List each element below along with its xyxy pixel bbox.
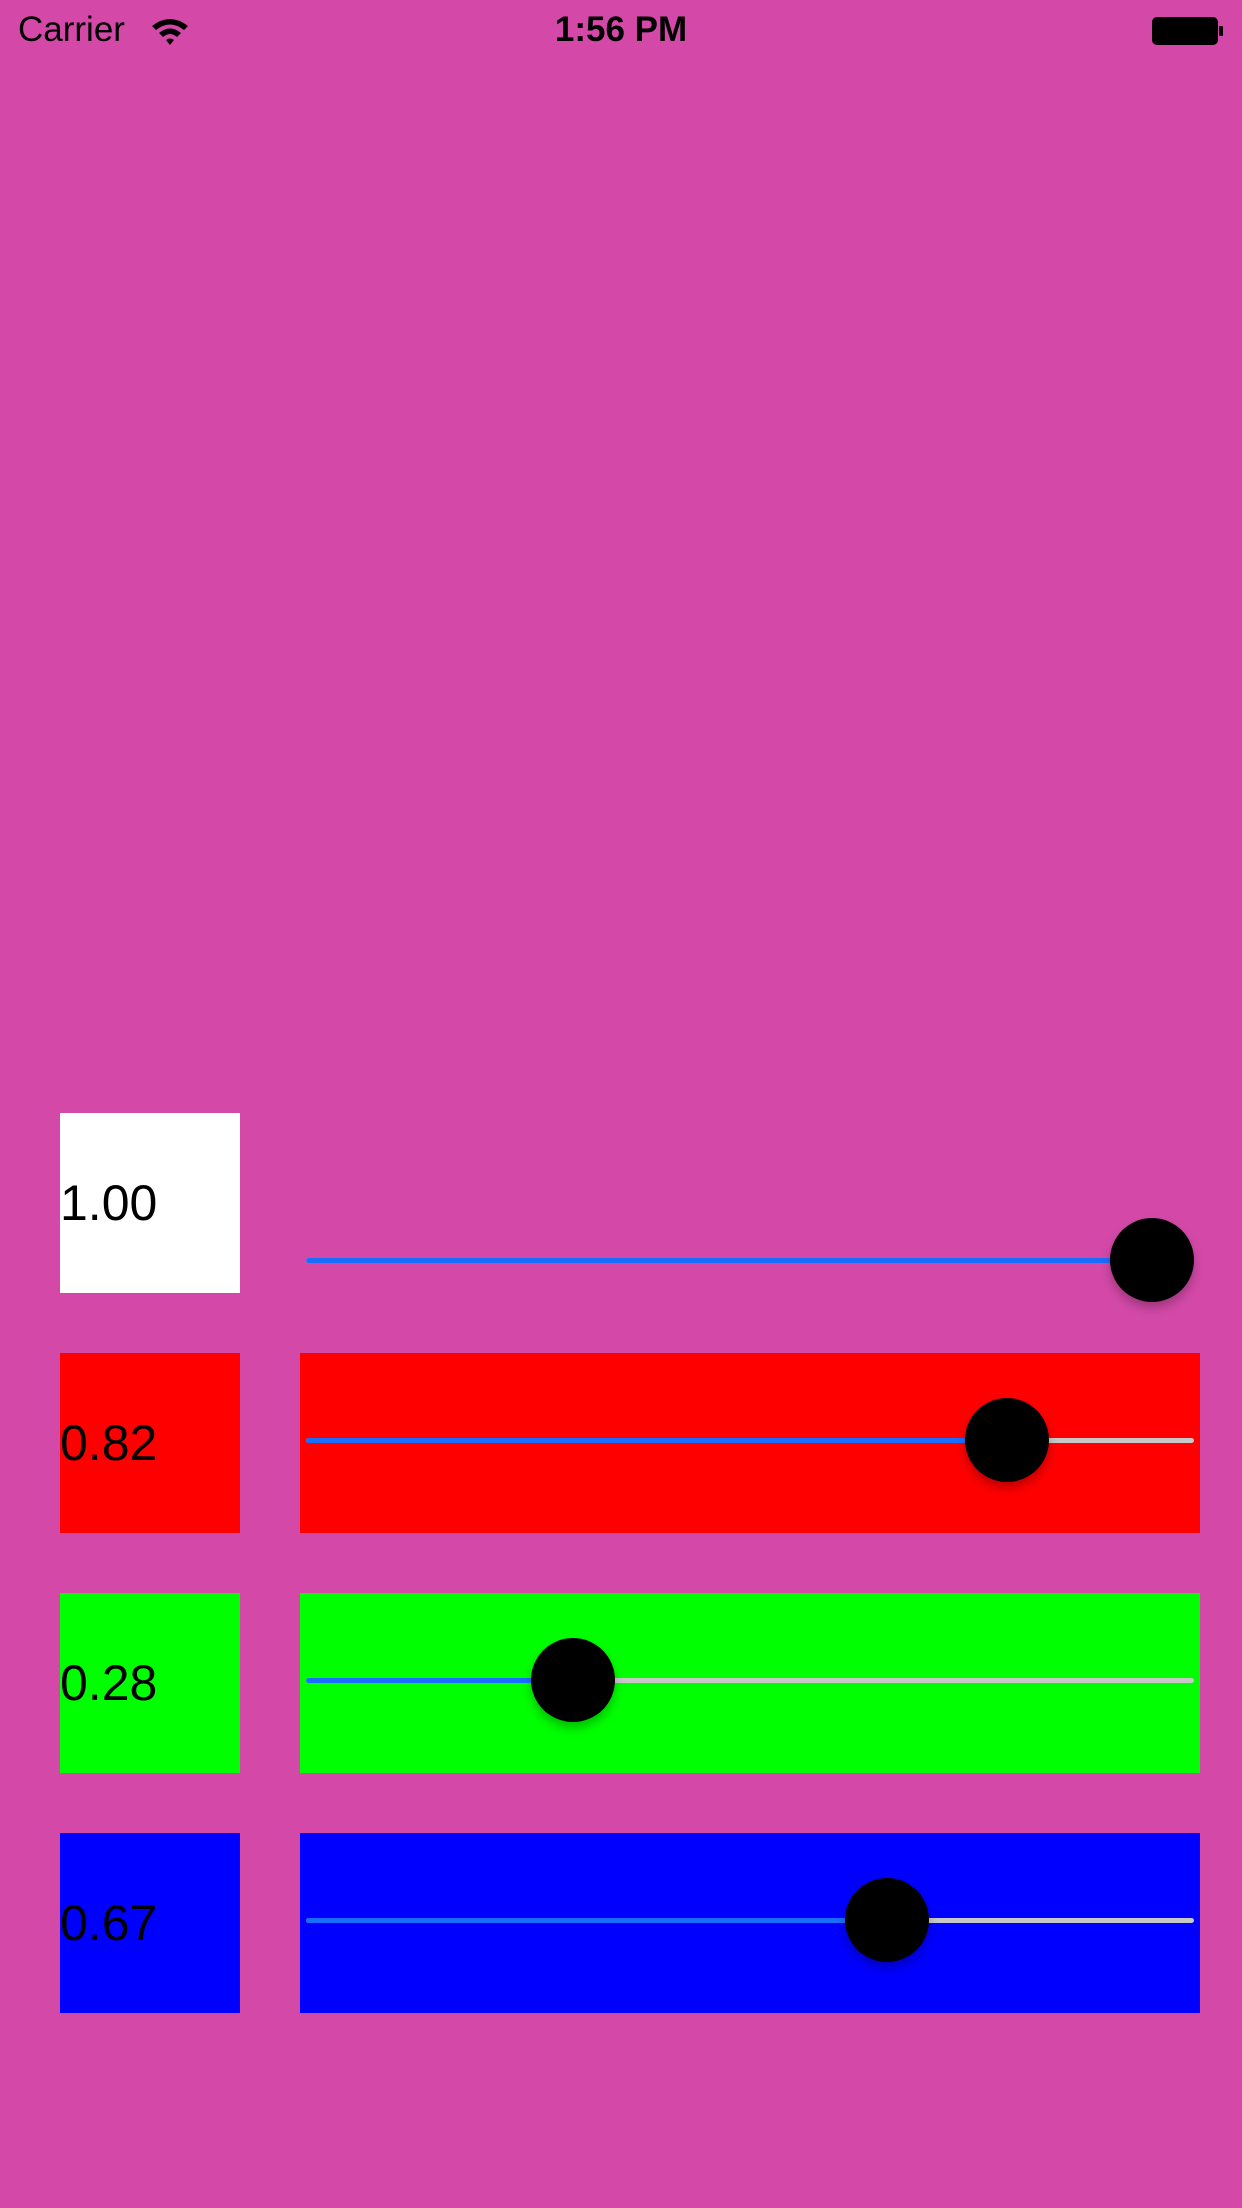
- red-row: [0, 1353, 1242, 1533]
- red-slider-fill: [306, 1438, 1007, 1443]
- green-slider-thumb[interactable]: [531, 1638, 615, 1722]
- alpha-slider-fill: [306, 1258, 1152, 1263]
- red-slider-panel: [300, 1353, 1200, 1533]
- green-slider-panel: [300, 1593, 1200, 1773]
- red-slider[interactable]: [306, 1398, 1194, 1482]
- green-row: [0, 1593, 1242, 1773]
- alpha-value-label: 1.00: [60, 1175, 158, 1231]
- alpha-slider[interactable]: [306, 1218, 1194, 1302]
- status-time: 1:56 PM: [554, 10, 688, 49]
- blue-slider[interactable]: [306, 1878, 1194, 1962]
- red-slider-thumb[interactable]: [965, 1398, 1049, 1482]
- alpha-slider-thumb[interactable]: [1110, 1218, 1194, 1302]
- red-slider-track[interactable]: [306, 1438, 1194, 1443]
- blue-value-box: [60, 1833, 240, 2013]
- red-value-label: 0.82: [60, 1415, 158, 1471]
- alpha-slider-track[interactable]: [306, 1258, 1194, 1263]
- blue-value-label: 0.67: [60, 1895, 158, 1951]
- green-slider[interactable]: [306, 1638, 1194, 1722]
- battery-icon: [1152, 16, 1224, 46]
- green-value-label: 0.28: [60, 1655, 158, 1711]
- blue-slider-thumb[interactable]: [845, 1878, 929, 1962]
- carrier-label: Carrier: [18, 10, 125, 49]
- alpha-value-box: [60, 1113, 240, 1293]
- blue-slider-fill: [306, 1918, 887, 1923]
- blue-row: [0, 1833, 1242, 2013]
- red-value-box: [60, 1353, 240, 1533]
- blue-slider-track[interactable]: [306, 1918, 1194, 1923]
- blue-slider-panel: [300, 1833, 1200, 2013]
- status-bar: [0, 0, 1242, 60]
- green-value-box: [60, 1593, 240, 1773]
- green-slider-track[interactable]: [306, 1678, 1194, 1683]
- alpha-slider-panel: [300, 1113, 1200, 1293]
- alpha-row: [0, 1113, 1242, 1293]
